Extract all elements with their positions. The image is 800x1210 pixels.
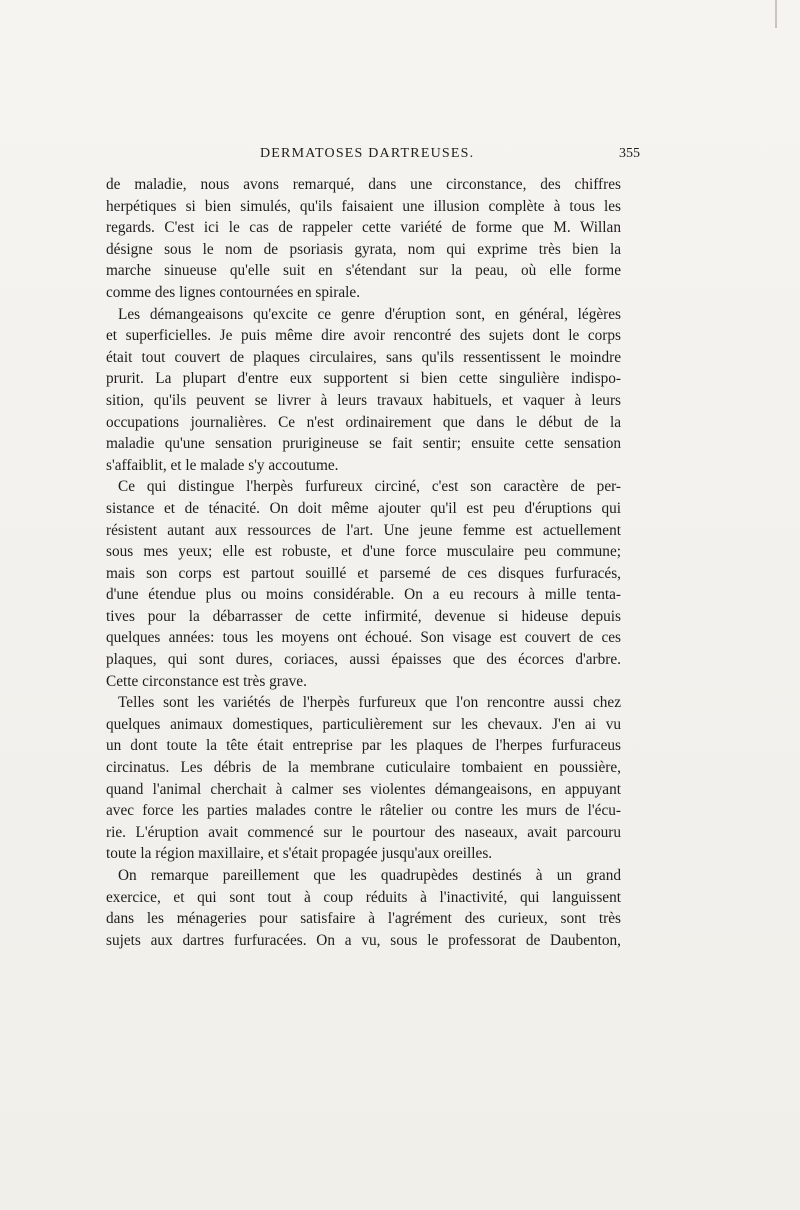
text-line: On remarque pareillement que les quadrupèdes destinés à un grand	[118, 867, 621, 884]
text-line: circinatus. Les débris de la membrane cuticulaire tombaient en poussière,	[106, 759, 621, 777]
text-line: dans les ménageries pour satisfaire à l'agrément des curieux, sont très	[106, 910, 621, 928]
text-line: un dont toute la tête était entreprise par les plaques de l'herpes furfuraceus	[106, 737, 621, 755]
text-line: quelques années: tous les moyens ont échoué. Son visage est couvert de ces	[106, 629, 621, 647]
text-line: marche sinueuse qu'elle suit en s'étendant sur la peau, où elle forme	[106, 262, 621, 280]
text-line: exercice, et qui sont tout à coup réduits à l'inactivité, qui languissent	[106, 888, 621, 906]
text-line: avec force les parties malades contre le râtelier ou contre les murs de l'écu-	[106, 802, 621, 820]
text-line: s'affaiblit, et le malade s'y accoutume.	[106, 456, 339, 474]
text-line: herpétiques si bien simulés, qu'ils faisaient une illusion complète à tous les	[106, 197, 621, 215]
text-line: Telles sont les variétés de l'herpès furfureux que l'on rencontre aussi chez	[118, 694, 621, 712]
text-line: prurit. La plupart d'entre eux supportent si bien cette singulière indispo-	[106, 370, 621, 388]
text-line: toute la région maxillaire, et s'était propagée jusqu'aux oreilles.	[106, 845, 493, 863]
text-line: était tout couvert de plaques circulaires, sans qu'ils ressentissent le moindre	[106, 348, 621, 366]
text-line: plaques, qui sont dures, coriaces, aussi épaisses que des écorces d'arbre.	[106, 651, 621, 669]
text-line: désigne sous le nom de psoriasis gyrata, nom qui exprime très bien la	[106, 240, 621, 258]
text-line: Ce qui distingue l'herpès furfureux circiné, c'est son caractère de per-	[118, 478, 621, 496]
text-line: quelques animaux domestiques, particulièrement sur les chevaux. J'en ai vu	[106, 715, 621, 733]
running-title: DERMATOSES DARTREUSES.	[260, 146, 475, 161]
text-line: résistent autant aux ressources de l'art. Une jeune femme est actuellement	[106, 521, 621, 539]
text-line: Cette circonstance est très grave.	[106, 672, 307, 690]
page-number: 355	[619, 146, 640, 161]
text-line: rie. L'éruption avait commencé sur le pourtour des naseaux, avait parcouru	[106, 823, 621, 841]
text-line: comme des lignes contournées en spirale.	[106, 283, 361, 301]
text-line: maladie qu'une sensation prurigineuse se fait sentir; ensuite cette sensation	[106, 435, 621, 453]
text-line: de maladie, nous avons remarqué, dans une circonstance, des chiffres	[106, 176, 621, 193]
text-line: quand l'animal cherchait à calmer ses violentes démangeaisons, en appuyant	[106, 780, 621, 798]
text-line: Les démangeaisons qu'excite ce genre d'éruption sont, en général, légères	[118, 305, 621, 323]
text-line: sistance et de ténacité. On doit même ajouter qu'il est peu d'éruptions qui	[106, 499, 621, 517]
text-line: d'une étendue plus ou moins considérable. On a eu recours à mille tenta-	[106, 586, 621, 604]
text-line: occupations journalières. Ce n'est ordinairement que dans le début de la	[106, 413, 621, 431]
text-line: mais son corps est partout souillé et parsemé de ces disques furfuracés,	[106, 564, 621, 582]
text-line: et superficielles. Je puis même dire avoir rencontré des sujets dont le corps	[106, 327, 621, 345]
body-text	[106, 174, 621, 951]
text-line: regards. C'est ici le cas de rappeler cette variété de forme que M. Willan	[106, 219, 621, 237]
text-line: sujets aux dartres furfuracées. On a vu, sous le professorat de Daubenton,	[106, 931, 621, 949]
paper-fold-mark	[775, 0, 777, 28]
text-line: tives pour la débarrasser de cette infirmité, devenue si hideuse depuis	[106, 607, 621, 625]
running-head	[110, 146, 640, 168]
text-line: sous mes yeux; elle est robuste, et d'une force musculaire peu commune;	[106, 543, 621, 561]
text-line: sition, qu'ils peuvent se livrer à leurs travaux habituels, et vaquer à leurs	[106, 391, 621, 409]
